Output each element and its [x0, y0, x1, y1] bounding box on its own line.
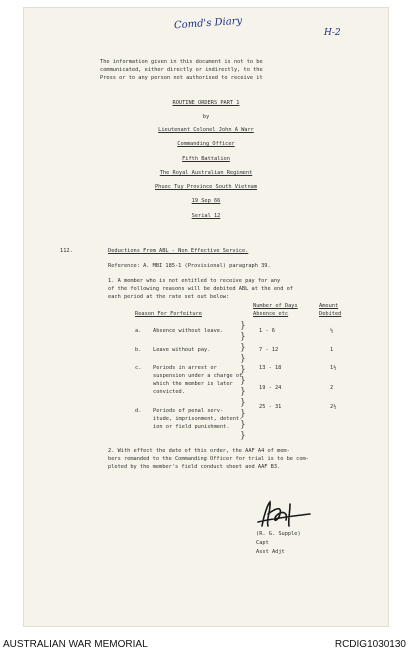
reason-label: b.: [135, 347, 142, 353]
bracket: } } } } } } } } } } }: [240, 321, 246, 441]
officer-role: Commanding Officer: [177, 141, 235, 147]
reason-text: Absence without leave.: [153, 328, 224, 334]
reason-text: suspension under a charge of: [153, 373, 243, 379]
signatory-name: (R. G. Supple): [256, 531, 301, 537]
record-id: RCDIG1030130: [334, 639, 406, 650]
reason-text: ion or field punishment.: [153, 424, 230, 430]
order-reference: Reference: A. MBI 185-1 (Provisional) paragraph 39.: [108, 263, 271, 269]
security-warning-line: Press or to any person not authorised to receive it: [100, 75, 263, 81]
archive-name: AUSTRALIAN WAR MEMORIAL: [3, 639, 148, 650]
order-date: 19 Sep 66: [191, 198, 221, 204]
document-title: ROUTINE ORDERS PART 1: [172, 100, 240, 106]
reason-text: Leave without pay.: [153, 347, 211, 353]
signatory-appointment: Asst Adjt: [256, 549, 285, 555]
battalion-name: Fifth Battalion: [182, 156, 230, 162]
location: Phuoc Tuy Province South Vietnam: [154, 184, 258, 190]
security-warning-line: communicated, either directly or indirectly, to the: [100, 67, 263, 73]
reason-text: Periods in arrest or: [153, 365, 217, 371]
paragraph-line: each period at the rate set out below:: [108, 294, 230, 300]
paragraph-line: bers remanded to the Commanding Officer for trial is to be com-: [108, 456, 309, 462]
column-header-amount: Debited: [319, 311, 342, 317]
days-range: 7 - 12: [259, 347, 279, 353]
order-heading: Deductions From ABL - Non Effective Service.: [108, 248, 249, 254]
days-range: 19 - 24: [259, 385, 282, 391]
column-header-amount: Amount: [319, 303, 339, 309]
column-header-days: Number of Days: [253, 303, 298, 309]
reason-text: Periods of penal serv-: [153, 408, 224, 414]
reason-text: itude, imprisonment, detent-: [153, 416, 243, 422]
paragraph-line: 2. With effect the date of this order, the AAF A4 of mem-: [108, 448, 290, 454]
document-page: [24, 8, 388, 626]
regiment-name: The Royal Australian Regiment: [159, 170, 253, 176]
column-header-days: Absence etc: [253, 311, 289, 317]
amount-debited: 1: [330, 347, 334, 353]
order-number: 112.: [60, 248, 73, 254]
amount-debited: 2½: [330, 404, 337, 410]
officer-name: Lieutenant Colonel John A Warr: [158, 127, 254, 133]
amount-debited: 2: [330, 385, 334, 391]
reason-label: d.: [135, 408, 142, 414]
serial-number: Serial 12: [191, 213, 221, 219]
paragraph-line: 1. A member who is not entitled to receive pay for any: [108, 278, 281, 284]
reason-label: c.: [135, 365, 142, 371]
amount-debited: 1½: [330, 365, 337, 371]
reason-label: a.: [135, 328, 142, 334]
by-line: by: [202, 114, 210, 120]
reason-text: which the member is later: [153, 381, 233, 387]
archive-footer: [0, 636, 409, 654]
days-range: 25 - 31: [259, 404, 282, 410]
paragraph-line: of the following reasons will be debited ABL at the end of: [108, 286, 293, 292]
days-range: 13 - 18: [259, 365, 282, 371]
column-header-reason: Reason For Forfeiture: [135, 311, 202, 317]
paragraph-line: pleted by the member's field conduct sheet and AAF B3.: [108, 464, 281, 470]
amount-debited: ½: [330, 328, 334, 334]
days-range: 1 - 6: [259, 328, 275, 334]
signatory-rank: Capt: [256, 540, 269, 546]
handwritten-reference: H-2: [324, 28, 341, 38]
handwritten-signature: [254, 496, 314, 536]
security-warning-line: The information given in this document is not to be: [100, 59, 263, 65]
reason-text: convicted.: [153, 389, 185, 395]
handwritten-note: Comd's Diary: [173, 15, 243, 32]
